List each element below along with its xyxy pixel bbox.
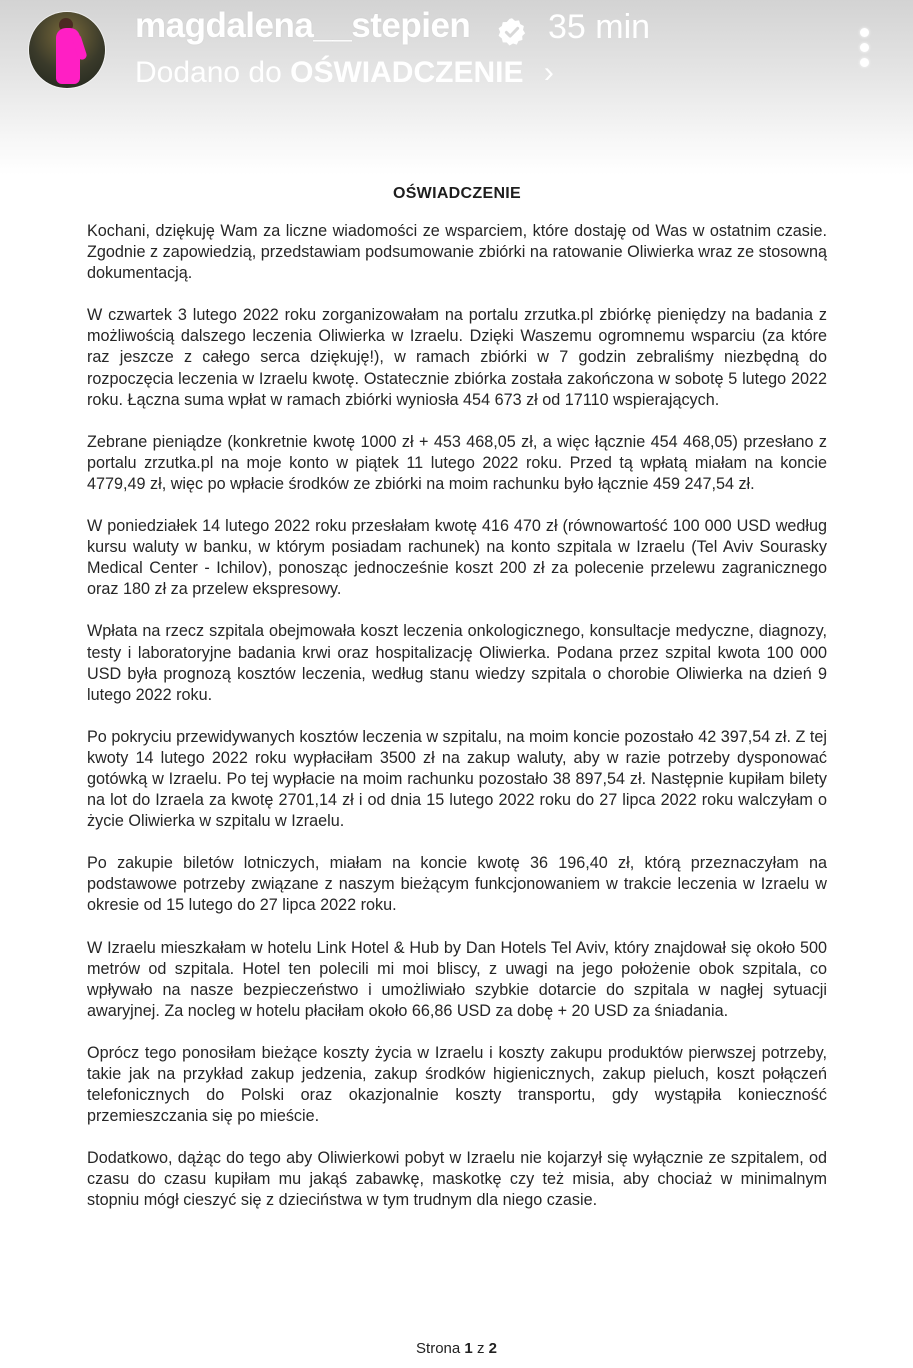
document-paragraph: Dodatkowo, dążąc do tego aby Oliwierkowi pobyt w Izraelu nie kojarzył się wyłącznie ze szpitalem, od czasu do czasu kupiłam mu jakąś zabawkę, maskotkę czy też misia, aby chociaż w minimalnym stopniu mógł cieszyć się z dzieciństwa w tym trudnym dla niego czasie. xyxy=(87,1149,827,1210)
more-vertical-icon-dot xyxy=(860,43,869,52)
more-options-button[interactable] xyxy=(852,28,876,72)
page-number xyxy=(0,1340,913,1357)
story-timestamp: 35 min xyxy=(548,8,651,46)
more-vertical-icon-dot xyxy=(860,58,869,67)
chevron-right-icon: › xyxy=(543,56,554,89)
document-paragraph: Oprócz tego ponosiłam bieżące koszty życia w Izraelu i koszty zakupu produktów pierwszej potrzeby, takie jak na przykład zakup jedzenia, zakup środków higienicznych, zakup pieluch, koszt połączeń telefonicznych do Polski oraz okazjonalnie koszty transportu, gdy wystąpiła konieczność przemieszczania się po mieście. xyxy=(87,1043,827,1126)
statement-document xyxy=(87,180,827,1233)
document-paragraph: W Izraelu mieszkałam w hotelu Link Hotel & Hub by Dan Hotels Tel Aviv, który znajdował się około 500 metrów od szpitala. Hotel ten polecili mi moi bliscy, z uwagi na jego położenie obok szpitala, co wpływało na nasze bezpieczeństwo i umożliwiało szybkie dotarcie do szpitala w nagłej sytuacji awaryjnej. Za nocleg w hotelu płaciłam około 66,86 USD za dobę + 20 USD za śniadania. xyxy=(87,938,827,1020)
page-number-separator: z xyxy=(476,1340,485,1357)
highlight-name: OŚWIADCZENIE xyxy=(290,56,524,89)
document-paragraph: Po zakupie biletów lotniczych, miałam na koncie kwotę 36 196,40 zł, którą przeznaczyłam na podstawowe potrzeby związane z naszym bieżącym funkcjonowaniem w trakcie leczenia w Izraelu w okresie od 15 lutego do 27 lipca 2022 roku. xyxy=(87,854,827,915)
page-number-total: 2 xyxy=(488,1340,497,1357)
username-link[interactable]: magdalena__stepien xyxy=(135,6,471,45)
page-number-current: 1 xyxy=(464,1340,473,1357)
highlight-link[interactable] xyxy=(135,56,554,90)
more-vertical-icon-dot xyxy=(860,28,869,37)
document-paragraph: Kochani, dziękuję Wam za liczne wiadomości ze wsparciem, które dostaję od Was w ostatnim czasie. Zgodnie z zapowiedzią, przedstawiam podsumowanie zbiórki na ratowanie Oliwierka wraz ze stosowną dokumentacją. xyxy=(87,222,827,283)
document-paragraph: W czwartek 3 lutego 2022 roku zorganizowałam na portalu zrzutka.pl zbiórkę pieniędzy na badania z możliwością dalszego leczenia Oliwierka w Izraelu. Dzięki Waszemu ogromnemu wsparciu (za które raz jeszcze z całego serca dziękuję!), w ramach zbiórki w 7 godzin zebraliśmy niezbędną do rozpoczęcia leczenia w Izraelu kwotę. Ostatecznie zbiórka została zakończona w sobotę 5 lutego 2022 roku. Łączna suma wpłat w ramach zbiórki wyniosła 454 673 zł od 17110 wspierających. xyxy=(87,306,827,409)
story-header xyxy=(0,0,913,110)
page-number-prefix: Strona xyxy=(416,1340,461,1357)
document-paragraph: Wpłata na rzecz szpitala obejmowała koszt leczenia onkologicznego, konsultacje medyczne, diagnozy, testy i laboratoryjne badania krwi oraz hospitalizację Oliwierka. Podana przez szpital kwota 100 000 USD była prognozą kosztów leczenia, według stanu wiedzy szpitala o chorobie Oliwierka na dzień 9 lutego 2022 roku. xyxy=(87,622,827,704)
document-title: OŚWIADCZENIE xyxy=(392,185,522,202)
document-paragraph: Po pokryciu przewidywanych kosztów leczenia w szpitalu, na moim koncie pozostało 42 397,54 zł. Z tej kwoty 14 lutego 2022 roku wypłaciłam 3500 zł na zakup waluty, aby w razie potrzeby dysponować gotówką w Izraelu. Po tej wypłacie na moim rachunku pozostało 38 897,54 zł. Następnie kupiłam bilety na lot do Izraela za kwotę 2701,14 zł i od dnia 15 lutego 2022 roku do 27 lipca 2022 roku walczyłam o życie Oliwierka w szpitalu w Izraelu. xyxy=(87,727,827,831)
avatar[interactable] xyxy=(29,12,105,88)
verified-badge-icon xyxy=(497,17,527,47)
document-paragraph: W poniedziałek 14 lutego 2022 roku przesłałam kwotę 416 470 zł (równowartość 100 000 USD według kursu waluty w banku, w którym posiadam rachunek) na konto szpitala w Izraelu (Tel Aviv Sourasky Medical Center - Ichilov), ponosząc jednocześnie koszt 200 zł za polecenie przelewu zagranicznego oraz 180 zł za przelew ekspresowy. xyxy=(87,517,827,599)
document-paragraph: Zebrane pieniądze (konkretnie kwotę 1000 zł + 453 468,05 zł, a więc łącznie 454 468,05) przesłano z portalu zrzutka.pl na moje konto w piątek 11 lutego 2022 roku. Przed tą wpłatą miałam na koncie 4779,49 zł, więc po wpłacie środków ze zbiórki na moim rachunku było łącznie 459 247,54 zł. xyxy=(87,432,827,493)
added-to-label: Dodano do xyxy=(135,56,282,89)
